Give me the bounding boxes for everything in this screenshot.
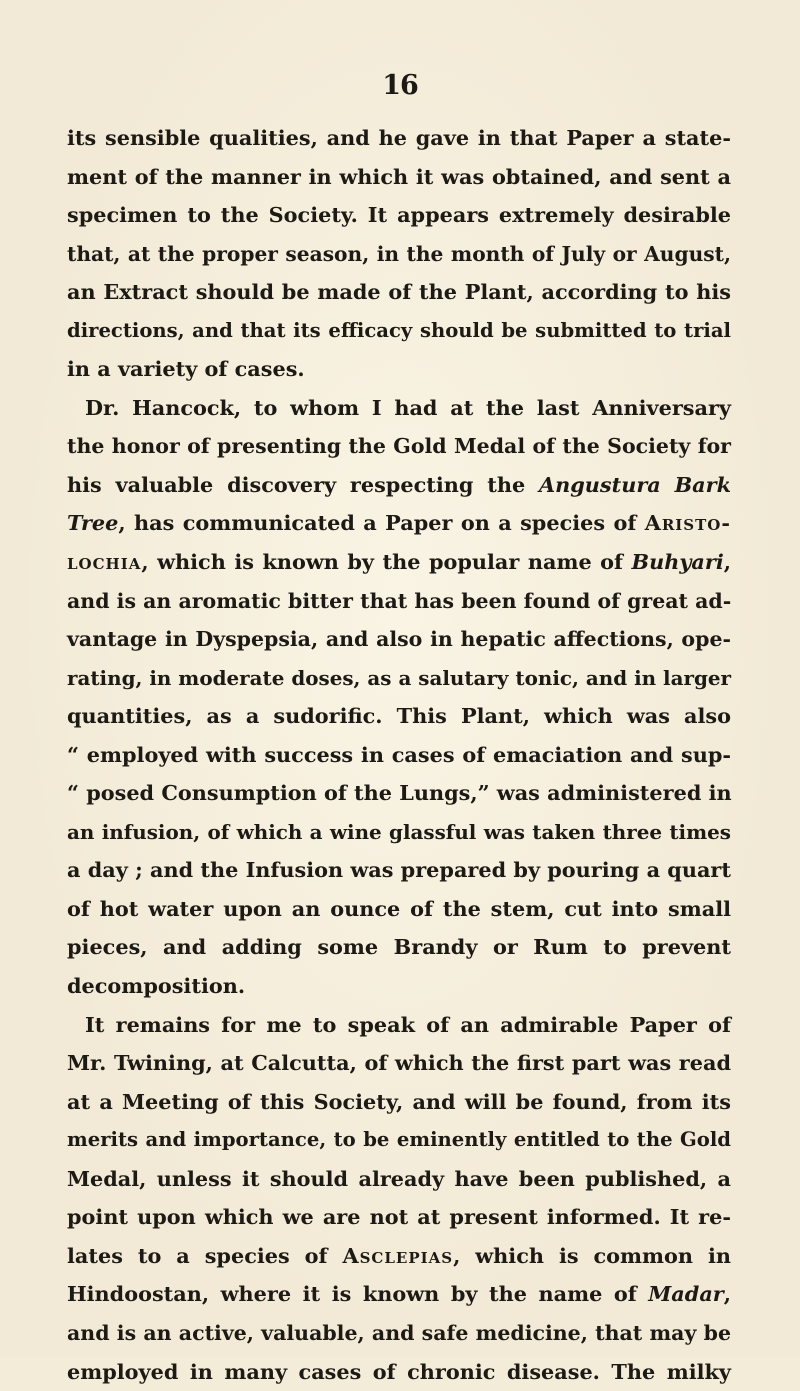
text-line: rating, in moderate doses, as a salutary tonic, and in larger bbox=[67, 659, 731, 698]
smallcaps-term-asclepias: Asclepias bbox=[342, 1243, 453, 1268]
text-line bbox=[67, 504, 731, 543]
text-line: of hot water upon an ounce of the stem, cut into small bbox=[67, 890, 731, 929]
text-segment: lates to a species of bbox=[67, 1243, 327, 1268]
text-line: an Extract should be made of the Plant, according to his bbox=[67, 273, 731, 312]
italic-term-tree: Tree bbox=[67, 510, 118, 535]
text-line: a day ; and the Infusion was prepared by pouring a quart bbox=[67, 851, 731, 890]
text-line bbox=[67, 466, 731, 505]
paragraph-start-line: Dr. Hancock, to whom I had at the last Anniversary bbox=[67, 389, 731, 428]
text-segment: , bbox=[724, 549, 731, 574]
text-line: “ employed with success in cases of emaciation and sup- bbox=[67, 736, 731, 775]
text-line: vantage in Dyspepsia, and also in hepatic affections, ope- bbox=[67, 620, 731, 659]
text-line bbox=[67, 543, 731, 582]
text-line: decomposition. bbox=[67, 967, 731, 1006]
text-line: directions, and that its efficacy should be submitted to trial bbox=[67, 312, 731, 351]
text-line: merits and importance, to be eminently entitled to the Gold bbox=[67, 1121, 731, 1160]
text-segment: , has communicated a Paper on a species of bbox=[118, 510, 636, 535]
text-line: the honor of presenting the Gold Medal of the Society for bbox=[67, 427, 731, 466]
text-line: point upon which we are not at present informed. It re- bbox=[67, 1198, 731, 1237]
text-line: Medal, unless it should already have been published, a bbox=[67, 1160, 731, 1199]
text-line: quantities, as a sudorific. This Plant, which was also bbox=[67, 697, 731, 736]
text-segment: , which is known by the popular name of bbox=[141, 549, 623, 574]
text-segment: his valuable discovery respecting the bbox=[67, 472, 525, 497]
text-line: and is an active, valuable, and safe medicine, that may be bbox=[67, 1314, 731, 1353]
text-line bbox=[67, 1275, 731, 1314]
smallcaps-term-lochia: lochia bbox=[67, 549, 141, 574]
text-line: and is an aromatic bitter that has been found of great ad- bbox=[67, 582, 731, 621]
text-line: in a variety of cases. bbox=[67, 350, 731, 389]
text-line: pieces, and adding some Brandy or Rum to prevent bbox=[67, 928, 731, 967]
text-line: “ posed Consumption of the Lungs,” was administered in bbox=[67, 774, 731, 813]
text-line: at a Meeting of this Society, and will be found, from its bbox=[67, 1083, 731, 1122]
text-line: an infusion, of which a wine glassful was taken three times bbox=[67, 813, 731, 852]
text-line: Mr. Twining, at Calcutta, of which the first part was read bbox=[67, 1044, 731, 1083]
text-line: ment of the manner in which it was obtained, and sent a bbox=[67, 158, 731, 197]
body-text bbox=[67, 119, 731, 1391]
text-segment: , which is common in bbox=[453, 1243, 731, 1268]
text-segment: Hindoostan, where it is known by the name of bbox=[67, 1281, 637, 1306]
text-line: employed in many cases of chronic disease. The milky bbox=[67, 1353, 731, 1391]
italic-term-madar: Madar bbox=[648, 1281, 723, 1306]
text-line: its sensible qualities, and he gave in that Paper a state- bbox=[67, 119, 731, 158]
paragraph-start-line: It remains for me to speak of an admirable Paper of bbox=[67, 1006, 731, 1045]
text-line: specimen to the Society. It appears extremely desirable bbox=[67, 196, 731, 235]
smallcaps-term-aristolochia: Aristo- bbox=[645, 510, 731, 535]
italic-term-buhyari: Buhyari bbox=[632, 549, 724, 574]
text-line: that, at the proper season, in the month of July or August, bbox=[67, 235, 731, 274]
page-number: 16 bbox=[0, 70, 800, 101]
text-line bbox=[67, 1237, 731, 1276]
italic-term-angustura-bark: Angustura Bark bbox=[539, 472, 731, 497]
text-segment: , bbox=[724, 1281, 731, 1306]
